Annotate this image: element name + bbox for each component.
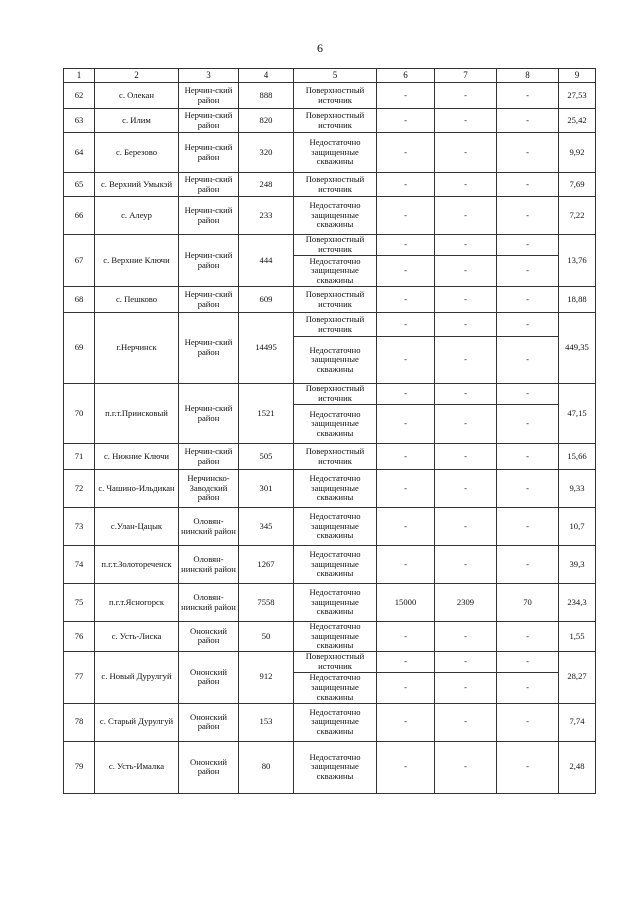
total-value: 449,35 (559, 313, 596, 384)
total-value: 25,42 (559, 109, 596, 133)
water-source: Поверхностный источник (294, 173, 377, 197)
table-row (64, 109, 596, 133)
water-source: Недостаточно защищенные скважины (294, 337, 377, 384)
col6-value: - (377, 741, 435, 793)
col6-value: - (377, 622, 435, 652)
district-name: Нерчин-ский район (179, 109, 239, 133)
col7-value: - (435, 651, 497, 672)
population: 444 (239, 235, 294, 287)
header-cell: 8 (497, 69, 559, 83)
settlement-name: с. Новый Дурулгуй (95, 651, 179, 703)
water-source: Поверхностный источник (294, 444, 377, 470)
water-source: Недостаточно защищенные скважины (294, 405, 377, 444)
col8-value: - (497, 197, 559, 235)
col7-value: - (435, 256, 497, 287)
total-value: 9,92 (559, 133, 596, 173)
settlement-name: с. Алеур (95, 197, 179, 235)
population: 820 (239, 109, 294, 133)
total-value: 1,55 (559, 622, 596, 652)
col7-value: - (435, 384, 497, 405)
col6-value: - (377, 470, 435, 508)
district-name: Нерчинско-Заводский район (179, 470, 239, 508)
total-value: 18,88 (559, 287, 596, 313)
settlement-name: с. Пешково (95, 287, 179, 313)
population: 7558 (239, 584, 294, 622)
total-value: 27,53 (559, 83, 596, 109)
col8-value: - (497, 622, 559, 652)
settlement-name: с. Березово (95, 133, 179, 173)
col8-value: - (497, 109, 559, 133)
col7-value: - (435, 703, 497, 741)
table-row (64, 313, 596, 337)
col6-value: - (377, 703, 435, 741)
row-number: 77 (64, 651, 95, 703)
water-source: Поверхностный источник (294, 109, 377, 133)
settlement-name: с.Улан-Цацык (95, 508, 179, 546)
population: 609 (239, 287, 294, 313)
row-number: 67 (64, 235, 95, 287)
col6-value: - (377, 287, 435, 313)
total-value: 7,22 (559, 197, 596, 235)
settlement-name: с. Старый Дурулгуй (95, 703, 179, 741)
col6-value: - (377, 173, 435, 197)
population: 80 (239, 741, 294, 793)
col8-value: - (497, 133, 559, 173)
settlement-name: с. Верхний Умыкэй (95, 173, 179, 197)
row-number: 73 (64, 508, 95, 546)
district-name: Ононский район (179, 622, 239, 652)
total-value: 7,74 (559, 703, 596, 741)
water-source: Поверхностный источник (294, 384, 377, 405)
col8-value: - (497, 444, 559, 470)
table-row (64, 197, 596, 235)
table-row (64, 470, 596, 508)
water-source: Поверхностный источник (294, 287, 377, 313)
row-number: 65 (64, 173, 95, 197)
row-number: 75 (64, 584, 95, 622)
population: 912 (239, 651, 294, 703)
col8-value: - (497, 651, 559, 672)
district-name: Оловян-нинский район (179, 584, 239, 622)
col7-value: - (435, 405, 497, 444)
row-number: 69 (64, 313, 95, 384)
col6-value: - (377, 109, 435, 133)
header-cell: 1 (64, 69, 95, 83)
water-source: Недостаточно защищенные скважины (294, 133, 377, 173)
col6-value: - (377, 197, 435, 235)
col7-value: - (435, 337, 497, 384)
population: 1267 (239, 546, 294, 584)
col8-value: - (497, 256, 559, 287)
population: 345 (239, 508, 294, 546)
header-cell: 9 (559, 69, 596, 83)
water-source: Недостаточно защищенные скважины (294, 546, 377, 584)
settlement-name: с. Верхние Ключи (95, 235, 179, 287)
population: 888 (239, 83, 294, 109)
header-row (64, 69, 596, 83)
row-number: 64 (64, 133, 95, 173)
district-name: Ононский район (179, 741, 239, 793)
table-row (64, 173, 596, 197)
col7-value: - (435, 173, 497, 197)
row-number: 74 (64, 546, 95, 584)
col8-value: - (497, 313, 559, 337)
row-number: 71 (64, 444, 95, 470)
col7-value: - (435, 546, 497, 584)
row-number: 76 (64, 622, 95, 652)
col7-value: - (435, 741, 497, 793)
water-source: Поверхностный источник (294, 313, 377, 337)
col6-value: - (377, 508, 435, 546)
header-cell: 6 (377, 69, 435, 83)
population: 50 (239, 622, 294, 652)
row-number: 72 (64, 470, 95, 508)
col6-value: - (377, 444, 435, 470)
col6-value: - (377, 672, 435, 703)
district-name: Нерчин-ский район (179, 384, 239, 444)
water-source: Поверхностный источник (294, 235, 377, 256)
total-value: 39,3 (559, 546, 596, 584)
table-row (64, 83, 596, 109)
district-name: Нерчин-ский район (179, 197, 239, 235)
col6-value: - (377, 133, 435, 173)
population: 233 (239, 197, 294, 235)
row-number: 66 (64, 197, 95, 235)
total-value: 234,3 (559, 584, 596, 622)
row-number: 68 (64, 287, 95, 313)
row-number: 79 (64, 741, 95, 793)
water-source: Недостаточно защищенные скважины (294, 622, 377, 652)
col7-value: - (435, 508, 497, 546)
table-row (64, 384, 596, 405)
col8-value: - (497, 235, 559, 256)
row-number: 70 (64, 384, 95, 444)
col7-value: - (435, 109, 497, 133)
table-row (64, 235, 596, 256)
col6-value: 15000 (377, 584, 435, 622)
col8-value: - (497, 672, 559, 703)
district-name: Ононский район (179, 703, 239, 741)
col8-value: - (497, 173, 559, 197)
water-source: Недостаточно защищенные скважины (294, 470, 377, 508)
table-row (64, 508, 596, 546)
district-name: Нерчин-ский район (179, 133, 239, 173)
table-row (64, 741, 596, 793)
total-value: 2,48 (559, 741, 596, 793)
col7-value: - (435, 470, 497, 508)
col7-value: - (435, 313, 497, 337)
table-row (64, 287, 596, 313)
district-name: Ононский район (179, 651, 239, 703)
col7-value: - (435, 287, 497, 313)
total-value: 9,33 (559, 470, 596, 508)
table-row (64, 546, 596, 584)
water-source: Недостаточно защищенные скважины (294, 672, 377, 703)
district-name: Оловян-нинский район (179, 546, 239, 584)
settlement-name: п.г.т.Золотореченск (95, 546, 179, 584)
district-name: Нерчин-ский район (179, 287, 239, 313)
total-value: 13,76 (559, 235, 596, 287)
population: 320 (239, 133, 294, 173)
col7-value: - (435, 672, 497, 703)
table-row (64, 444, 596, 470)
col6-value: - (377, 83, 435, 109)
col8-value: - (497, 741, 559, 793)
population: 1521 (239, 384, 294, 444)
col8-value: - (497, 703, 559, 741)
district-name: Нерчин-ский район (179, 235, 239, 287)
total-value: 15,66 (559, 444, 596, 470)
table-row (64, 584, 596, 622)
water-source: Недостаточно защищенные скважины (294, 508, 377, 546)
water-source: Недостаточно защищенные скважины (294, 741, 377, 793)
district-name: Нерчин-ский район (179, 313, 239, 384)
col8-value: - (497, 470, 559, 508)
col7-value: - (435, 235, 497, 256)
page-number: 6 (317, 41, 323, 55)
district-name: Нерчин-ский район (179, 444, 239, 470)
col8-value: - (497, 337, 559, 384)
population: 505 (239, 444, 294, 470)
header-cell: 5 (294, 69, 377, 83)
settlement-name: с. Усть-Ималка (95, 741, 179, 793)
col8-value: - (497, 384, 559, 405)
total-value: 7,69 (559, 173, 596, 197)
water-source: Недостаточно защищенные скважины (294, 703, 377, 741)
col8-value: - (497, 287, 559, 313)
header-cell: 7 (435, 69, 497, 83)
data-table (63, 68, 596, 794)
col6-value: - (377, 405, 435, 444)
settlement-name: с. Усть-Лиска (95, 622, 179, 652)
population: 301 (239, 470, 294, 508)
table-row (64, 703, 596, 741)
col8-value: - (497, 83, 559, 109)
col7-value: - (435, 622, 497, 652)
water-source: Недостаточно защищенные скважины (294, 197, 377, 235)
settlement-name: г.Нерчинск (95, 313, 179, 384)
col8-value: - (497, 508, 559, 546)
col6-value: - (377, 337, 435, 384)
district-name: Нерчин-ский район (179, 173, 239, 197)
water-source: Поверхностный источник (294, 83, 377, 109)
settlement-name: п.г.т.Приисковый (95, 384, 179, 444)
header-cell: 3 (179, 69, 239, 83)
col7-value: - (435, 83, 497, 109)
population: 248 (239, 173, 294, 197)
total-value: 47,15 (559, 384, 596, 444)
row-number: 63 (64, 109, 95, 133)
settlement-name: с. Олекан (95, 83, 179, 109)
district-name: Нерчин-ский район (179, 83, 239, 109)
col7-value: - (435, 444, 497, 470)
col7-value: 2309 (435, 584, 497, 622)
water-source: Поверхностный источник (294, 651, 377, 672)
col6-value: - (377, 256, 435, 287)
row-number: 62 (64, 83, 95, 109)
population: 153 (239, 703, 294, 741)
table-row (64, 622, 596, 652)
total-value: 10,7 (559, 508, 596, 546)
settlement-name: с. Илим (95, 109, 179, 133)
water-source: Недостаточно защищенные скважины (294, 584, 377, 622)
col6-value: - (377, 235, 435, 256)
table-row (64, 133, 596, 173)
header-cell: 4 (239, 69, 294, 83)
col8-value: - (497, 546, 559, 584)
col8-value: - (497, 405, 559, 444)
water-source: Недостаточно защищенные скважины (294, 256, 377, 287)
settlement-name: с. Нижние Ключи (95, 444, 179, 470)
header-cell: 2 (95, 69, 179, 83)
col6-value: - (377, 313, 435, 337)
col6-value: - (377, 384, 435, 405)
col6-value: - (377, 651, 435, 672)
total-value: 28,27 (559, 651, 596, 703)
col8-value: 70 (497, 584, 559, 622)
col7-value: - (435, 133, 497, 173)
row-number: 78 (64, 703, 95, 741)
col7-value: - (435, 197, 497, 235)
col6-value: - (377, 546, 435, 584)
population: 14495 (239, 313, 294, 384)
settlement-name: п.г.т.Ясногорск (95, 584, 179, 622)
district-name: Оловян-нинский район (179, 508, 239, 546)
settlement-name: с. Чашино-Ильдикан (95, 470, 179, 508)
table-row (64, 651, 596, 672)
